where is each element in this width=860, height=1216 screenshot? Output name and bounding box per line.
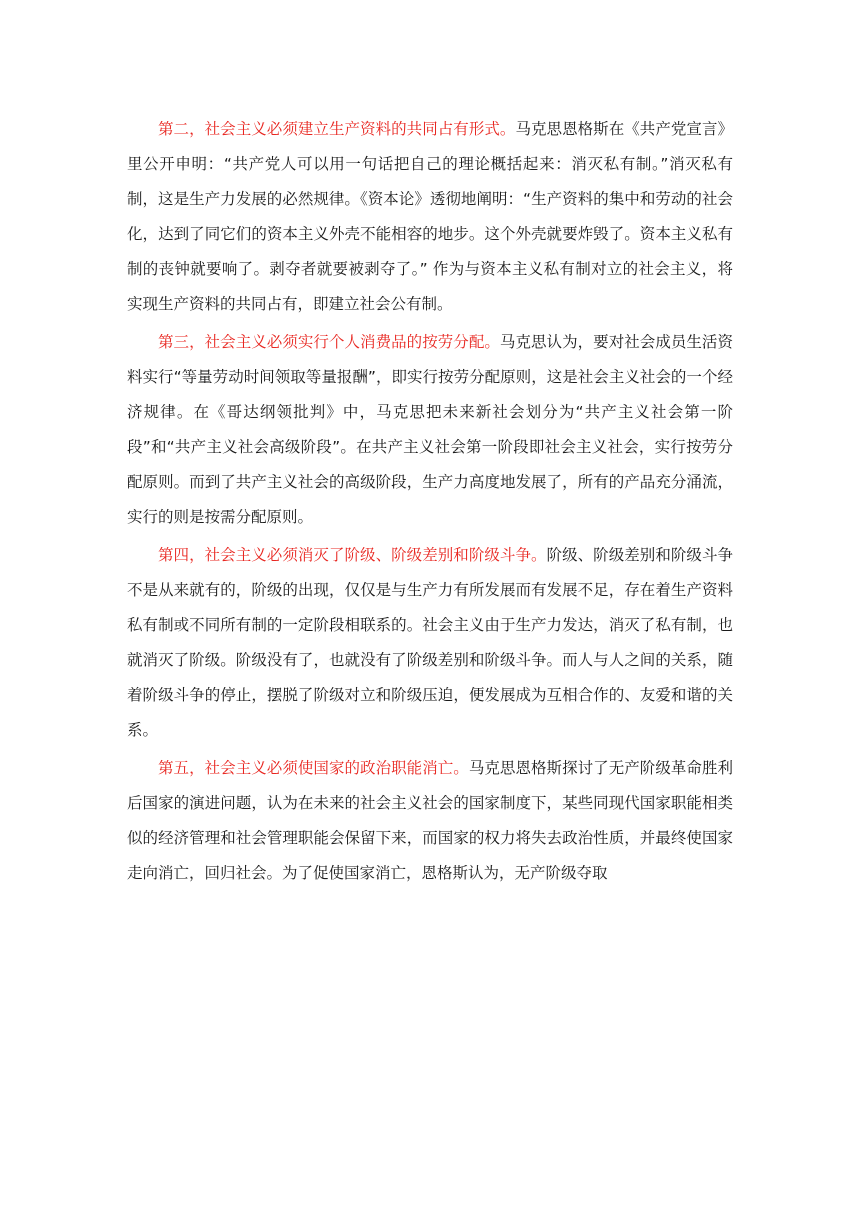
paragraph-second <box>127 112 733 322</box>
paragraph-lead-heading: 第三，社会主义必须实行个人消费品的按劳分配。 <box>158 333 500 351</box>
paragraph-lead-heading: 第二，社会主义必须建立生产资料的共同占有形式。 <box>158 120 516 138</box>
paragraph-body-text: 阶级、阶级差别和阶级斗争不是从来就有的，阶级的出现，仅仅是与生产力有所发展而有发展不足，存在着生产资料私有制或不同所有制的一定阶段相联系的。社会主义由于生产力发达，消灭了私有制，也就消灭了阶级。阶级没有了，也就没有了阶级差别和阶级斗争。而人与人之间的关系，随着阶级斗争的停止，摆脱了阶级对立和阶级压迫，便发展成为互相合作的、友爱和谐的关系。 <box>127 546 733 739</box>
paragraph-body-text: 马克思恩格斯探讨了无产阶级革命胜利后国家的演进问题，认为在未来的社会主义社会的国家制度下，某些同现代国家职能相类似的经济管理和社会管理职能会保留下来，而国家的权力将失去政治性质，并最终使国家走向消亡，回归社会。为了促使国家消亡，恩格斯认为，无产阶级夺取 <box>127 759 733 882</box>
paragraph-fourth <box>127 538 733 748</box>
paragraph-body-text: 马克思认为，要对社会成员生活资料实行“等量劳动时间领取等量报酬”，即实行按劳分配原则，这是社会主义社会的一个经济规律。在《哥达纲领批判》中，马克思把未来新社会划分为“共产主义社会第一阶段”和“共产主义社会高级阶段”。在共产主义社会第一阶段即社会主义社会，实行按劳分配原则。而到了共产主义社会的高级阶段，生产力高度地发展了，所有的产品充分涌流，实行的则是按需分配原则。 <box>127 333 733 526</box>
paragraph-body-text: 马克思恩格斯在《共产党宣言》里公开申明：“共产党人可以用一句话把自己的理论概括起来：消灭私有制。”消灭私有制，这是生产力发展的必然规律。《资本论》透彻地阐明：“生产资料的集中和劳动的社会化，达到了同它们的资本主义外壳不能相容的地步。这个外壳就要炸毁了。资本主义私有制的丧钟就要响了。剥夺者就要被剥夺了。” 作为与资本主义私有制对立的社会主义，将实现生产资料的共同占有，即建立社会公有制。 <box>127 120 733 313</box>
document-body <box>127 112 733 894</box>
paragraph-lead-heading: 第四，社会主义必须消灭了阶级、阶级差别和阶级斗争。 <box>158 546 547 564</box>
paragraph-fifth <box>127 751 733 891</box>
paragraph-third <box>127 325 733 535</box>
paragraph-lead-heading: 第五，社会主义必须使国家的政治职能消亡。 <box>158 759 469 777</box>
